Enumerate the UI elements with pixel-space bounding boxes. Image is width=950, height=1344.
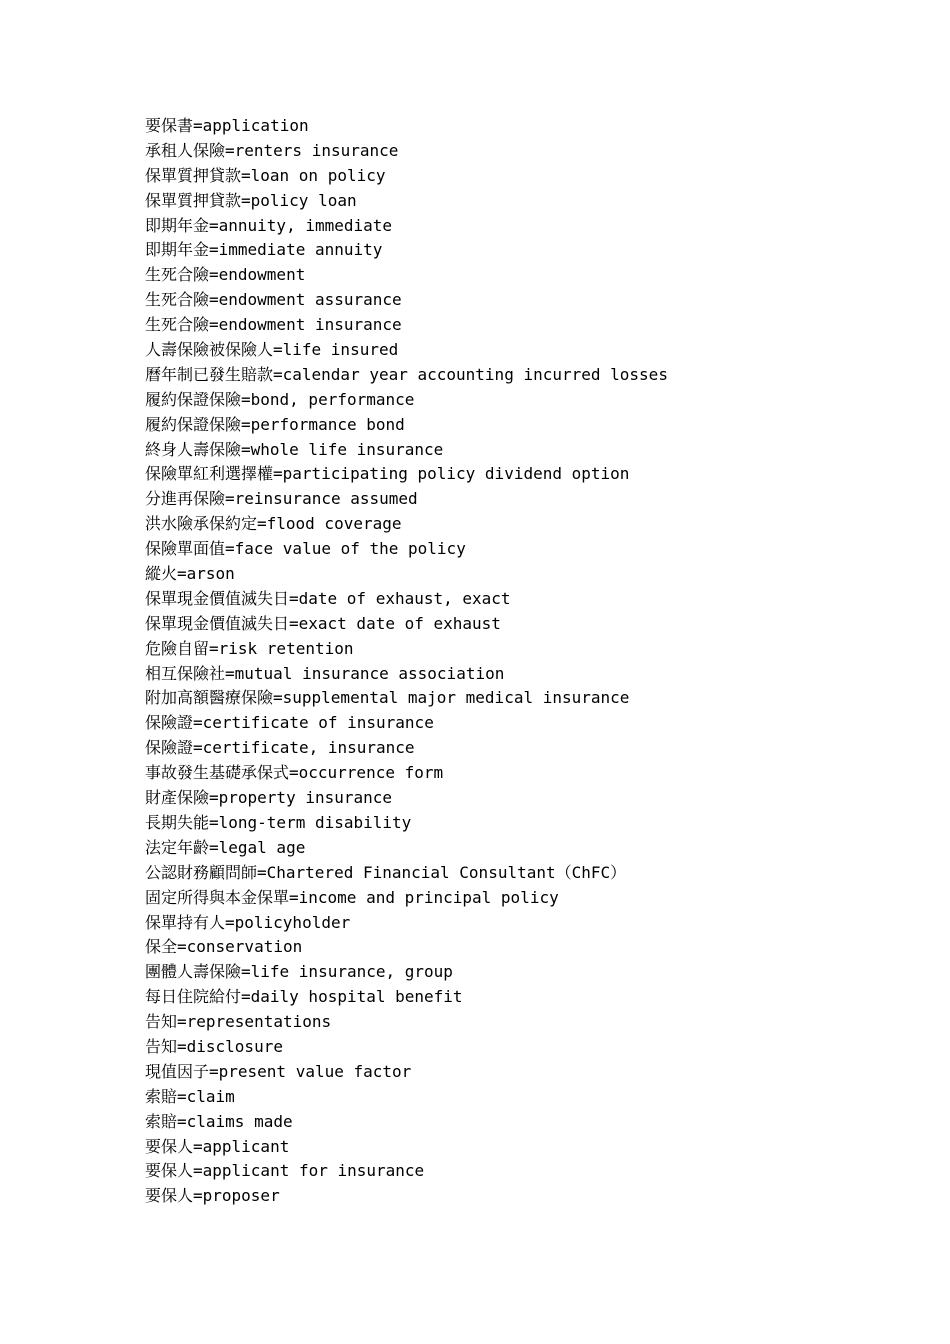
glossary-entry: 履約保證保險=bond, performance bbox=[145, 389, 415, 409]
glossary-entry: 保險單面值=face value of the policy bbox=[145, 539, 466, 559]
glossary-entry: 事故發生基礎承保式=occurrence form bbox=[145, 763, 444, 783]
glossary-entry: 長期失能=long-term disability bbox=[145, 812, 412, 832]
glossary-entry: 縱火=arson bbox=[145, 564, 235, 584]
glossary-entry: 保單持有人=policyholder bbox=[145, 912, 351, 932]
glossary-entry: 索賠=claims made bbox=[145, 1111, 293, 1131]
glossary-entry: 每日住院給付=daily hospital benefit bbox=[145, 987, 463, 1007]
glossary-entry: 保單現金價值滅失日=date of exhaust, exact bbox=[145, 588, 511, 608]
glossary-entry: 保單現金價值滅失日=exact date of exhaust bbox=[145, 613, 501, 633]
glossary-entry: 生死合險=endowment bbox=[145, 265, 306, 285]
glossary-entry: 保險證=certificate of insurance bbox=[145, 713, 434, 733]
glossary-entry: 生死合險=endowment assurance bbox=[145, 290, 402, 310]
glossary-entry: 承租人保險=renters insurance bbox=[145, 140, 399, 160]
glossary-entry: 相互保險社=mutual insurance association bbox=[145, 663, 505, 683]
glossary-entry: 終身人壽保險=whole life insurance bbox=[145, 439, 444, 459]
glossary-entry: 公認財務顧問師=Chartered Financial Consultant（ChFC） bbox=[145, 862, 627, 882]
glossary-entry: 附加高額醫療保險=supplemental major medical insurance bbox=[145, 688, 630, 708]
glossary-entry: 洪水險承保約定=flood coverage bbox=[145, 514, 402, 534]
glossary-entry: 保全=conservation bbox=[145, 937, 303, 957]
glossary-entry: 保單質押貸款=loan on policy bbox=[145, 165, 386, 185]
glossary-entry: 索賠=claim bbox=[145, 1086, 235, 1106]
glossary-entry: 保單質押貸款=policy loan bbox=[145, 190, 357, 210]
glossary-entry: 法定年齡=legal age bbox=[145, 837, 306, 857]
glossary-entry: 危險自留=risk retention bbox=[145, 638, 354, 658]
glossary-entry: 現值因子=present value factor bbox=[145, 1061, 412, 1081]
glossary-entry: 要保書=application bbox=[145, 116, 309, 135]
glossary-entry: 告知=disclosure bbox=[145, 1036, 283, 1056]
glossary-entry: 保險證=certificate, insurance bbox=[145, 738, 415, 758]
glossary-entry: 告知=representations bbox=[145, 1012, 332, 1032]
glossary-entry: 固定所得與本金保單=income and principal policy bbox=[145, 887, 559, 907]
glossary-entry: 財產保險=property insurance bbox=[145, 788, 393, 808]
glossary-entry: 曆年制已發生賠款=calendar year accounting incurred losses bbox=[145, 364, 668, 384]
glossary-entry: 生死合險=endowment insurance bbox=[145, 315, 402, 335]
glossary-entry: 保險單紅利選擇權=participating policy dividend option bbox=[145, 464, 630, 484]
glossary-entry: 要保人=applicant bbox=[145, 1136, 290, 1156]
glossary-entry: 履約保證保險=performance bond bbox=[145, 414, 405, 434]
glossary-entry: 分進再保險=reinsurance assumed bbox=[145, 489, 418, 509]
glossary-entry: 即期年金=annuity, immediate bbox=[145, 215, 393, 235]
glossary-entry: 人壽保險被保險人=life insured bbox=[145, 340, 399, 360]
glossary-entry: 要保人=proposer bbox=[145, 1186, 280, 1206]
glossary-entry: 即期年金=immediate annuity bbox=[145, 240, 383, 260]
glossary-entry: 團體人壽保險=life insurance, group bbox=[145, 962, 453, 982]
glossary-list bbox=[145, 114, 925, 1209]
glossary-entry: 要保人=applicant for insurance bbox=[145, 1161, 425, 1181]
